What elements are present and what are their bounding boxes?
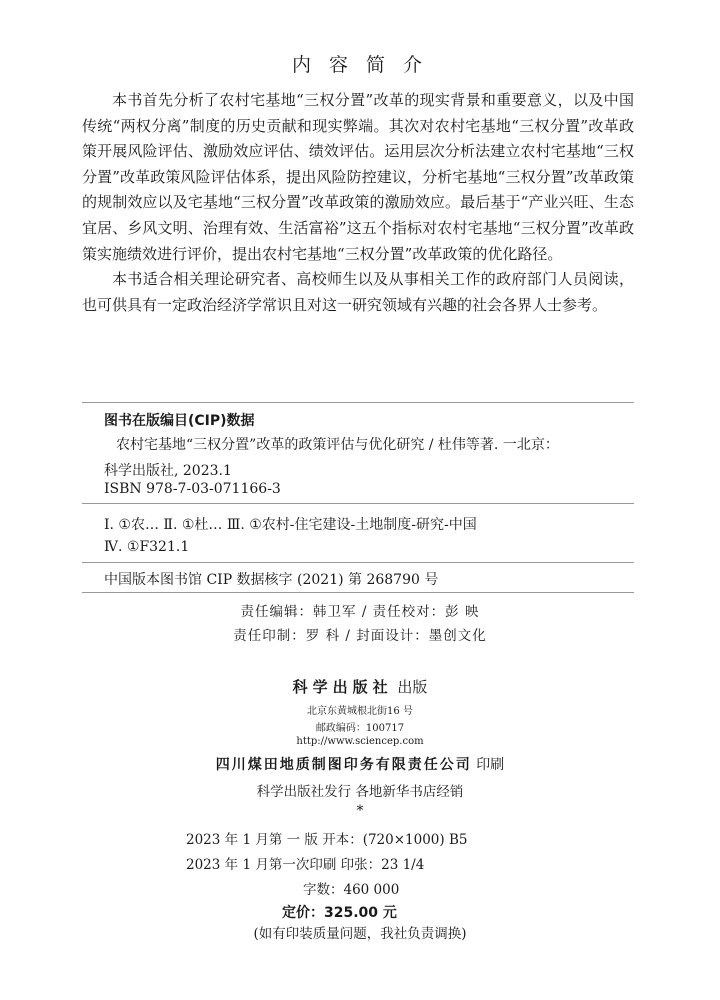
price: 定价：325.00 元 (282, 905, 397, 921)
distribution-line: 科学出版社发行 各地新华书店经销 (256, 784, 464, 800)
publisher-address: 北京东黄城根北街16 号 (307, 706, 413, 717)
editor-credits: 责任编辑：韩卫军 / 责任校对：彭 映 (240, 604, 480, 620)
cip-verification: 中国版本图书馆 CIP 数据核字 (2021) 第 268790 号 (104, 572, 439, 588)
printing-info: 2023 年 1 月第一次印刷 印张：23 1/4 (186, 857, 425, 873)
divider-top (82, 402, 634, 403)
cip-isbn: ISBN 978-7-03-071166-3 (104, 481, 281, 497)
divider-cip-2 (82, 562, 634, 563)
printer-name: 四川煤田地质制图印务有限责任公司 (215, 757, 472, 773)
quality-note: (如有印装质量问题，我社负责调换) (253, 926, 467, 942)
cip-publisher-line: 科学出版社, 2023.1 (104, 463, 232, 479)
publisher-url: http://www.sciencep.com (296, 736, 424, 747)
printer-line (0, 754, 720, 774)
separator-star: * (356, 803, 364, 819)
publisher-postcode: 邮政编码：100717 (315, 723, 405, 734)
summary-paragraph-1: 本书首先分析了农村宅基地“三权分置”改革的现实背景和重要意义，以及中国传统“两权分离”制度的历史贡献和现实弊端。其次对农村宅基地“三权分置”改革政策开展风险评估、激励效应评估、绩效评估。运用层次分析法建立农村宅基地“三权分置”改革政策风险评估体系，提出风险防控建议，分析宅基地“三权分置”改革政策的规制效应以及宅基地“三权分置”改革政策的激励效应。最后基于“产业兴旺、生态宜居、乡风文明、治理有效、生活富裕”这五个指标对农村宅基地“三权分置”改革政策实施绩效进行评价，提出农村宅基地“三权分置”改革政策的优化路径。 (82, 91, 634, 263)
publisher-line (0, 676, 720, 697)
cip-title-line: 农村宅基地“三权分置”改革的政策评估与优化研究 / 杜伟等著. 一北京： (116, 437, 559, 453)
divider-cip-3 (82, 592, 634, 593)
printer-suffix: 印刷 (476, 757, 505, 773)
divider-cip-1 (82, 503, 634, 504)
publisher-logo-text: 科学出版社 (292, 678, 393, 696)
cip-heading: 图书在版编目(CIP)数据 (104, 413, 255, 429)
edition-info: 2023 年 1 月第 一 版 开本：(720×1000) B5 (186, 832, 468, 848)
publisher-suffix: 出版 (397, 678, 428, 696)
page-title: 内 容 简 介 (291, 54, 429, 76)
summary-paragraph-2: 本书适合相关理论研究者、高校师生以及从事相关工作的政府部门人员阅读，也可供具有一定政治经济学常识且对这一研究领域有兴趣的社会各界人士参考。 (82, 270, 634, 314)
cip-classification-1: Ⅰ. ①农… Ⅱ. ①杜… Ⅲ. ①农村-住宅建设-土地制度-研究-中国 (104, 517, 477, 533)
production-credits: 责任印制：罗 科 / 封面设计：墨创文化 (233, 628, 487, 644)
summary-body (82, 88, 634, 318)
cip-classification-2: Ⅳ. ①F321.1 (104, 539, 190, 555)
word-count: 字数：460 000 (303, 882, 400, 898)
